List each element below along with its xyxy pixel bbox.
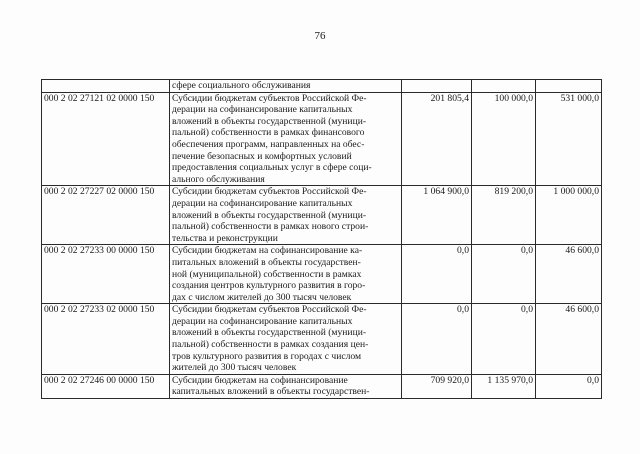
amount-cell-year-3 [536,80,602,93]
table-row [42,186,602,245]
description-line: Субсидии бюджетам субъектов Российской Фе- [172,92,367,104]
amount-cell-year-2 [472,80,536,93]
description-line: тров культурного развития в городах с числом [172,350,362,362]
description-line: Субсидии бюджетам субъектов Российской Фе- [172,186,367,198]
description-line: пальной) собственности в рамках финансового [172,127,365,139]
amount-cell-year-2: 0,0 [472,245,536,304]
amount-cell-year-1: 0,0 [402,304,472,375]
description-line: питальных вложений в объекты государствен- [172,256,361,268]
budget-table [41,79,602,399]
budget-code-cell: 000 2 02 27227 02 0000 150 [42,186,170,245]
amount-cell-year-3: 1 000 000,0 [536,186,602,245]
description-line: Субсидии бюджетам субъектов Российской Фе- [172,304,367,316]
table-row [42,92,602,186]
description-line: жителей до 300 тысяч человек [172,362,297,374]
description-line: ной (муниципальной) собственности в рамках [172,268,362,280]
amount-cell-year-3: 46 600,0 [536,245,602,304]
description-cell [170,245,402,304]
description-line: пальной) собственности в рамках создания цен- [172,339,369,351]
description-cell [170,186,402,245]
amount-cell-year-1: 0,0 [402,245,472,304]
amount-cell-year-3: 0,0 [536,374,602,398]
budget-code-cell: 000 2 02 27246 00 0000 150 [42,374,170,398]
budget-code-cell: 000 2 02 27121 02 0000 150 [42,92,170,186]
budget-code-cell: 000 2 02 27233 00 0000 150 [42,245,170,304]
page-number: 76 [314,30,326,42]
amount-cell-year-1: 709 920,0 [402,374,472,398]
description-line: вложений в объекты государственной (муници- [172,209,367,221]
description-line: создания центров культурного развития в горо- [172,280,366,292]
table-row [42,374,602,398]
description-cell [170,92,402,186]
amount-cell-year-2: 0,0 [472,304,536,375]
amount-cell-year-3: 531 000,0 [536,92,602,186]
table-row [42,80,602,93]
description-cell [170,304,402,375]
amount-cell-year-2: 1 135 970,0 [472,374,536,398]
amount-cell-year-1: 1 064 900,0 [402,186,472,245]
description-line: предоставления социальных услуг в сфере соци- [172,162,372,174]
amount-cell-year-3: 46 600,0 [536,304,602,375]
description-line: дах с числом жителей до 300 тысяч человек [172,291,352,303]
description-line: Субсидии бюджетам на софинансирование [172,374,348,386]
description-cell [170,80,402,93]
table-row [42,245,602,304]
description-line: тельства и реконструкции [172,232,278,244]
description-line: пальной) собственности в рамках нового строи- [172,221,369,233]
description-line: печение безопасных и комфортных условий [172,150,352,162]
table-row [42,304,602,375]
description-line: Субсидии бюджетам на софинансирование ка- [172,245,363,257]
description-cell [170,374,402,398]
budget-code-cell [42,80,170,93]
description-line: обеспечения программ, направленных на обес- [172,138,365,150]
budget-table-body [42,80,602,399]
budget-code-cell: 000 2 02 27233 02 0000 150 [42,304,170,375]
description-line: капитальных вложений в объекты государствен- [172,386,370,398]
description-line: ального обслуживания [172,173,265,185]
amount-cell-year-2: 100 000,0 [472,92,536,186]
description-line: вложений в объекты государственной (муници- [172,115,367,127]
description-line: сфере социального обслуживания [172,80,311,91]
amount-cell-year-1: 201 805,4 [402,92,472,186]
description-line: дерации на софинансирование капитальных [172,197,353,209]
description-line: дерации на софинансирование капитальных [172,104,353,116]
amount-cell-year-2: 819 200,0 [472,186,536,245]
description-line: вложений в объекты государственной (муници- [172,327,367,339]
amount-cell-year-1 [402,80,472,93]
description-line: дерации на софинансирование капитальных [172,315,353,327]
